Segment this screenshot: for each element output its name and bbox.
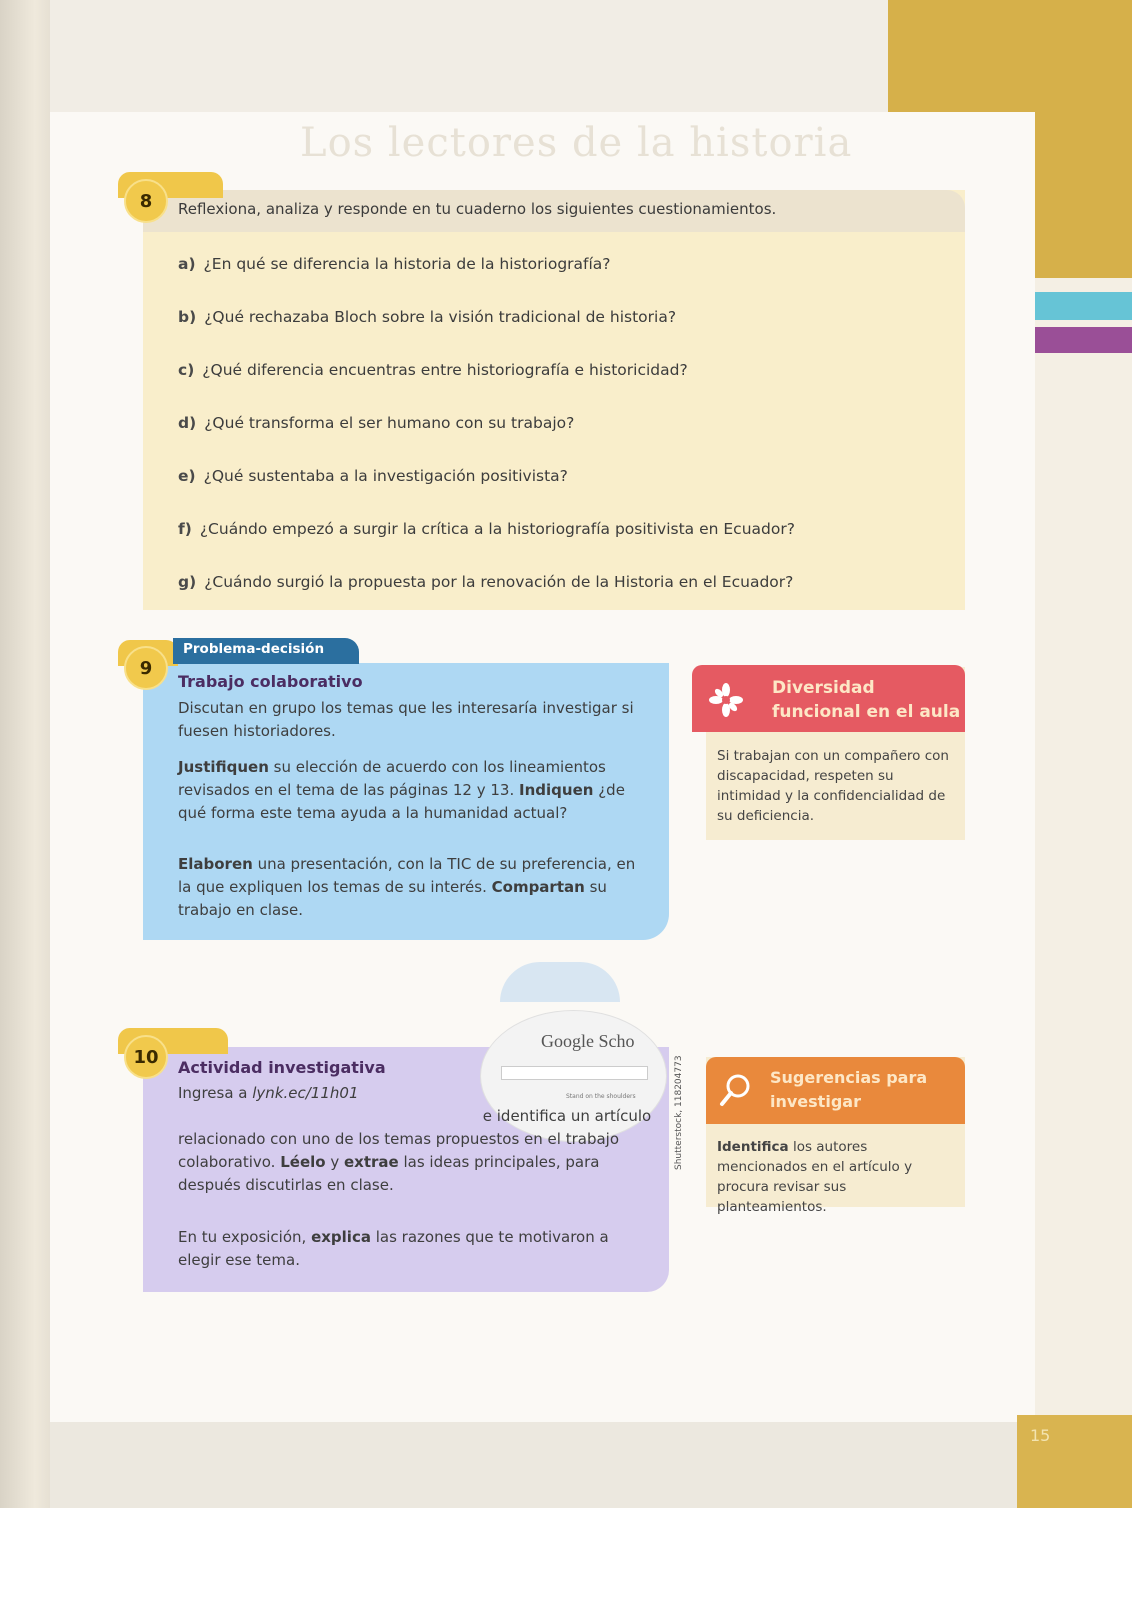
activity-9-number: 9 (124, 646, 168, 690)
activity-10-paragraph-1b: e identifica un artículo relacionado con uno de los temas propuestos en el trabajo colaborativo. Léelo y extrae las ideas principales, para después discutirlas en clase. (178, 1107, 652, 1194)
activity-10-number: 10 (124, 1035, 168, 1079)
activity-10-title: Actividad investigativa (178, 1058, 386, 1077)
suggestions-body: Identifica los autores mencionados en el artículo y procura revisar sus planteamientos. (717, 1139, 913, 1215)
diversity-title: Diversidad funcional en el aula (772, 678, 961, 722)
flower-icon (706, 680, 746, 720)
activity-8-prompt: Reflexiona, analiza y responde en tu cuaderno los siguientes cuestionamientos. (178, 200, 777, 218)
scholar-subtext: Stand on the shoulders (566, 1093, 636, 1100)
book-spine (0, 0, 50, 1508)
activity-8-box (143, 190, 965, 610)
question-g: g) ¿Cuándo surgió la propuesta por la renovación de la Historia en el Ecuador? (178, 573, 794, 591)
top-band (50, 0, 890, 112)
page-header-ghost: Los lectores de la historia (300, 120, 853, 166)
question-f: f) ¿Cuándo empezó a surgir la crítica a la historiografía positivista en Ecuador? (178, 520, 795, 538)
activity-9-title: Trabajo colaborativo (178, 672, 363, 691)
problem-decision-label: Problema-decisión (183, 641, 325, 657)
scholar-logo-text: Google Scho (541, 1031, 635, 1051)
activity-9-paragraph-3: Elaboren una presentación, con la TIC de su preferencia, en la que expliquen los temas de su interés. Compartan su trabajo en clase. (178, 855, 636, 919)
photo-credit: Shutterstock, 118204773 (674, 1055, 684, 1170)
activity-10-paragraph-2: En tu exposición, explica las razones que te motivaron a elegir ese tema. (178, 1228, 609, 1269)
page-number: 15 (1030, 1426, 1051, 1445)
question-b: b) ¿Qué rechazaba Bloch sobre la visión tradicional de historia? (178, 308, 677, 326)
activity-10-paragraph-1a: Ingresa a lynk.ec/11h01 (178, 1084, 359, 1102)
question-c: c) ¿Qué diferencia encuentras entre historiografía e historicidad? (178, 361, 688, 379)
activity-9-paragraph-1: Discutan en grupo los temas que les interesaría investigar si fuesen historiadores. (178, 699, 634, 740)
activity-9-paragraph-2: Justifiquen su elección de acuerdo con los lineamientos revisados en el tema de las páginas 12 y 13. Indiquen ¿de qué forma este tema ayuda a la humanidad actual? (178, 758, 625, 822)
activity-8-number: 8 (124, 179, 168, 223)
decorative-arc (500, 962, 620, 1002)
resource-link[interactable]: lynk.ec/11h01 (252, 1084, 359, 1102)
scholar-search-bar (501, 1066, 648, 1080)
side-tab-cyan (1035, 292, 1132, 320)
bottom-strip (50, 1422, 1017, 1508)
diversity-body: Si trabajan con un compañero con discapacidad, respeten su intimidad y la confidencialidad de su deficiencia. (717, 748, 949, 824)
magnifier-icon (716, 1070, 756, 1110)
side-tab-purple (1035, 327, 1132, 353)
question-e: e) ¿Qué sustentaba a la investigación positivista? (178, 467, 568, 485)
question-a: a) ¿En qué se diferencia la historia de la historiografía? (178, 255, 611, 273)
suggestions-title: Sugerencias para investigar (770, 1068, 928, 1111)
question-d: d) ¿Qué transforma el ser humano con su trabajo? (178, 414, 575, 432)
